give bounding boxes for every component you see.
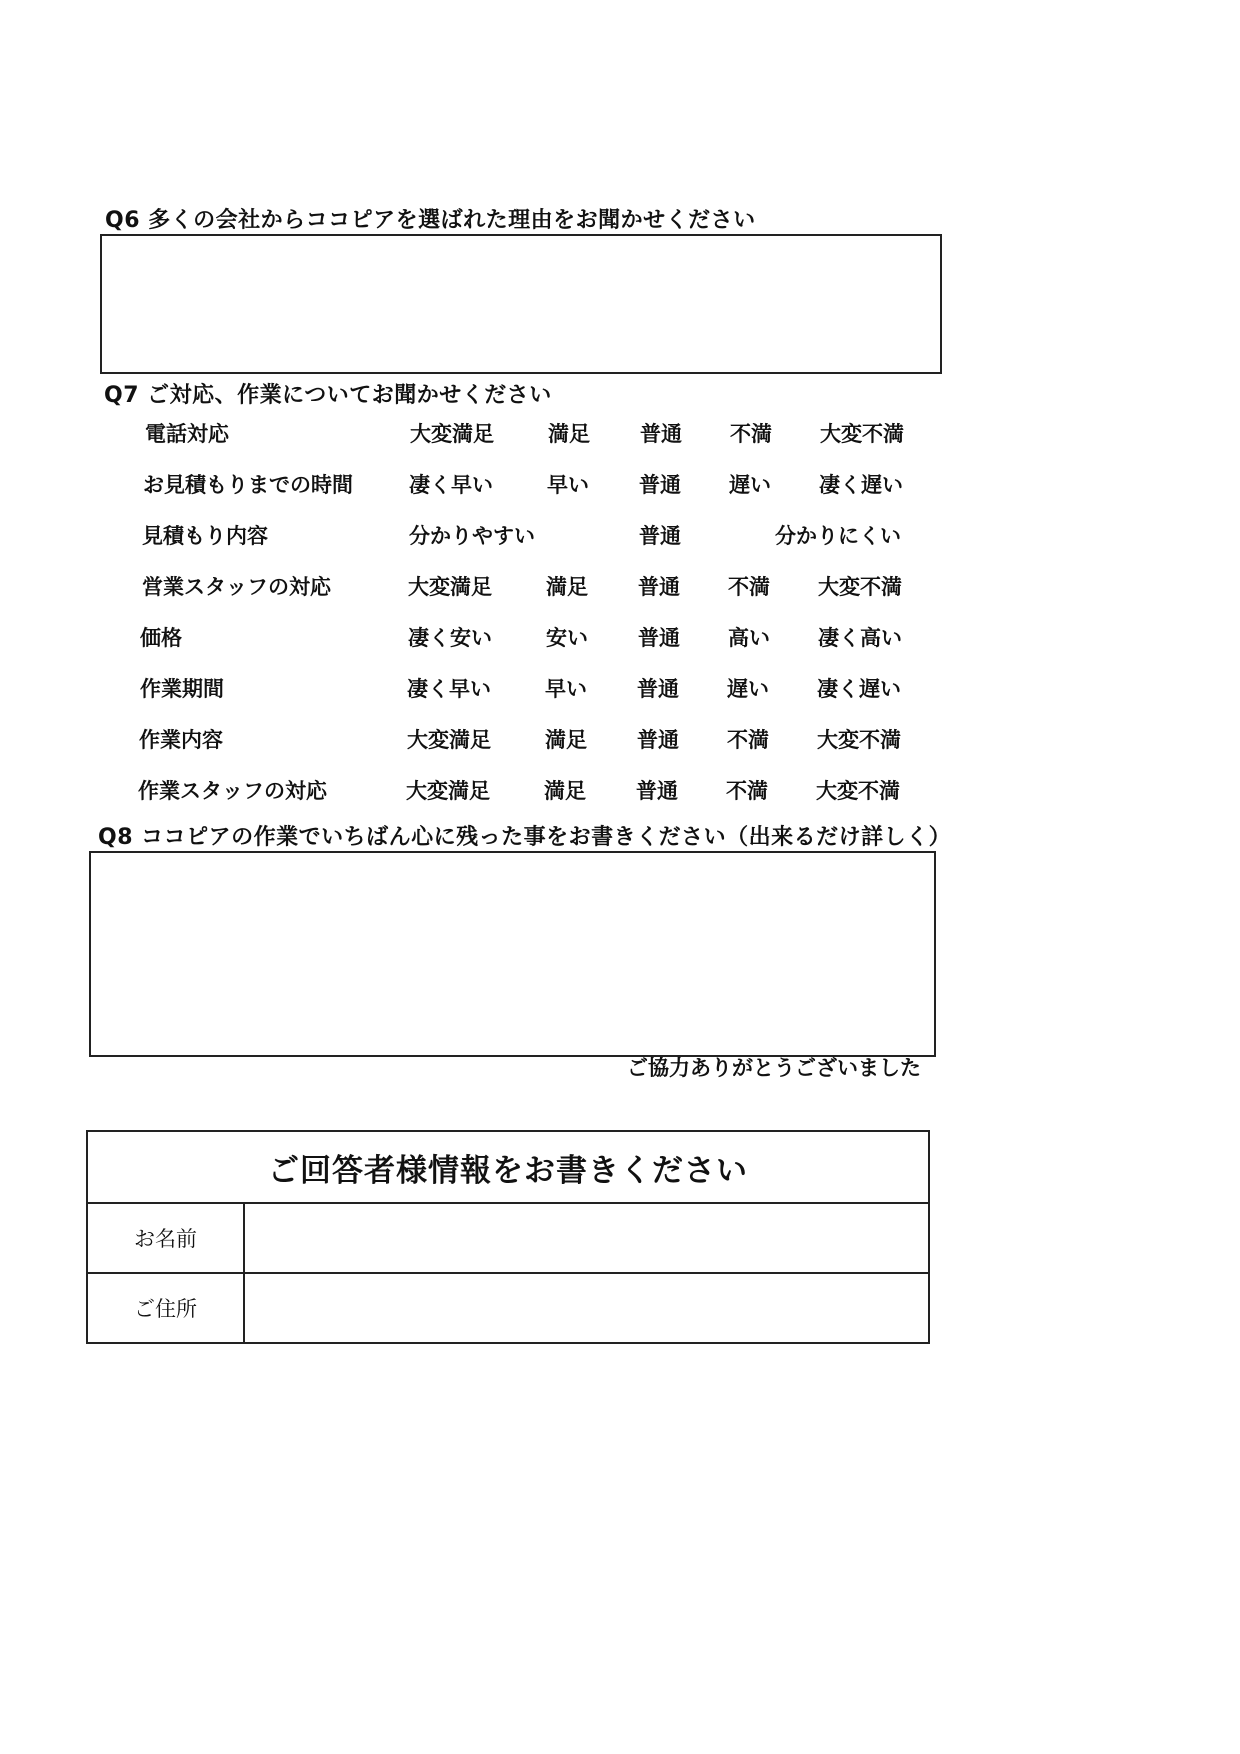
rating-row-label: 見積もり内容	[142, 524, 268, 548]
rating-row	[0, 775, 1240, 805]
name-label: お名前	[87, 1203, 244, 1273]
respondent-info-title: ご回答者様情報をお書きください	[87, 1131, 929, 1203]
rating-option[interactable]: 満足	[544, 779, 586, 803]
rating-option[interactable]: 凄く安い	[408, 626, 492, 650]
rating-row-label: 営業スタッフの対応	[142, 575, 331, 599]
rating-option[interactable]: 普通	[637, 677, 679, 701]
rating-option[interactable]: 普通	[639, 473, 681, 497]
address-label: ご住所	[87, 1273, 244, 1343]
rating-option[interactable]: 不満	[727, 728, 769, 752]
rating-option[interactable]: 大変満足	[406, 779, 490, 803]
rating-row	[0, 724, 1240, 754]
rating-option[interactable]: 普通	[637, 728, 679, 752]
rating-option[interactable]: 普通	[636, 779, 678, 803]
thanks-message: ご協力ありがとうございました	[627, 1056, 921, 1080]
rating-row	[0, 673, 1240, 703]
q7-title: Q7 ご対応、作業についてお聞かせください	[104, 383, 552, 408]
rating-option[interactable]: 大変不満	[817, 728, 901, 752]
rating-option[interactable]: 普通	[639, 524, 681, 548]
rating-option[interactable]: 遅い	[729, 473, 771, 497]
rating-option[interactable]: 早い	[545, 677, 587, 701]
rating-option[interactable]: 凄く遅い	[819, 473, 903, 497]
rating-option[interactable]: 大変満足	[410, 422, 494, 446]
q8-answer-box[interactable]	[89, 851, 936, 1057]
rating-option[interactable]: 普通	[638, 575, 680, 599]
rating-option[interactable]: 凄く早い	[409, 473, 493, 497]
rating-option[interactable]: 凄く早い	[407, 677, 491, 701]
rating-option[interactable]: 大変満足	[407, 728, 491, 752]
rating-option[interactable]: 満足	[548, 422, 590, 446]
rating-option[interactable]: 凄く遅い	[817, 677, 901, 701]
rating-row	[0, 622, 1240, 652]
rating-option[interactable]: 普通	[640, 422, 682, 446]
rating-option[interactable]: 凄く高い	[818, 626, 902, 650]
rating-option[interactable]: 分かりやすい	[409, 524, 535, 548]
rating-row-label: 作業期間	[140, 677, 224, 701]
rating-option[interactable]: 大変不満	[818, 575, 902, 599]
rating-row-label: 作業内容	[139, 728, 223, 752]
rating-option[interactable]: 不満	[726, 779, 768, 803]
rating-option[interactable]: 満足	[545, 728, 587, 752]
rating-row	[0, 571, 1240, 601]
rating-row	[0, 520, 1240, 550]
rating-option[interactable]: 不満	[730, 422, 772, 446]
name-field[interactable]	[244, 1203, 929, 1273]
address-field[interactable]	[244, 1273, 929, 1343]
q6-title: Q6 多くの会社からココピアを選ばれた理由をお聞かせください	[105, 208, 756, 233]
rating-row-label: 価格	[140, 626, 182, 650]
rating-option[interactable]: 遅い	[727, 677, 769, 701]
rating-option[interactable]: 満足	[546, 575, 588, 599]
rating-row	[0, 418, 1240, 448]
rating-row-label: 作業スタッフの対応	[138, 779, 327, 803]
rating-row	[0, 469, 1240, 499]
rating-option[interactable]: 大変不満	[820, 422, 904, 446]
rating-option[interactable]: 普通	[638, 626, 680, 650]
rating-option[interactable]: 大変不満	[816, 779, 900, 803]
rating-option[interactable]: 分かりにくい	[775, 524, 901, 548]
q8-title: Q8 ココピアの作業でいちばん心に残った事をお書きください（出来るだけ詳しく）	[98, 825, 952, 850]
rating-option[interactable]: 不満	[728, 575, 770, 599]
rating-option[interactable]: 安い	[546, 626, 588, 650]
rating-option[interactable]: 早い	[547, 473, 589, 497]
respondent-info-table	[86, 1130, 930, 1344]
rating-option[interactable]: 大変満足	[408, 575, 492, 599]
rating-row-label: お見積もりまでの時間	[143, 473, 353, 497]
rating-option[interactable]: 高い	[728, 626, 770, 650]
q6-answer-box[interactable]	[100, 234, 942, 374]
rating-row-label: 電話対応	[145, 422, 229, 446]
